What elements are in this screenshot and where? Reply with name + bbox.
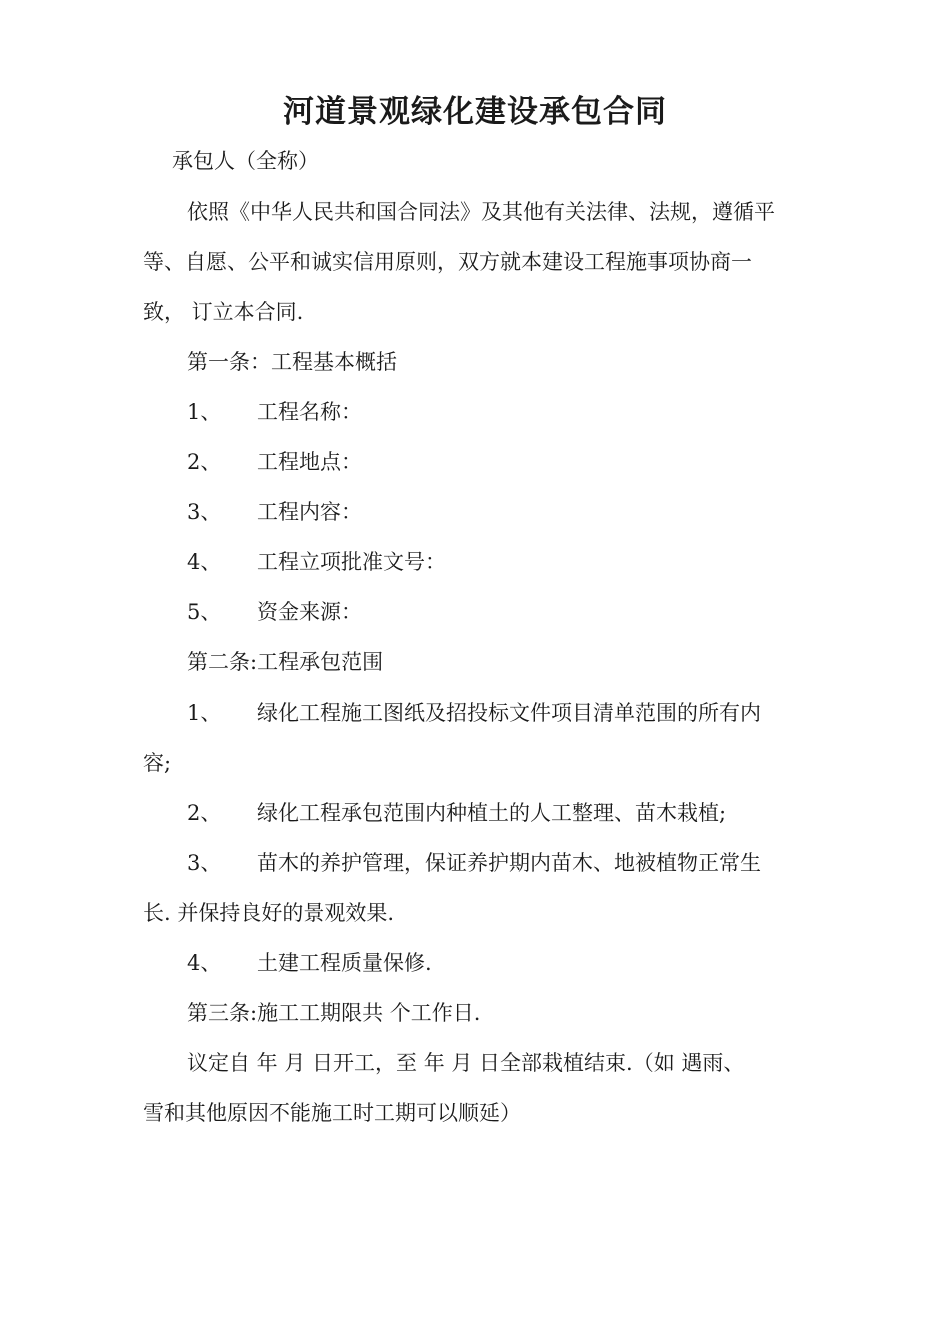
- item-number: 4、: [187, 951, 222, 975]
- article-2-item: [187, 848, 761, 878]
- article-2-item: [187, 798, 726, 828]
- item-text: 工程地点：: [257, 450, 362, 474]
- preamble-line-2: 等、自愿、公平和诚实信用原则，双方就本建设工程施事项协商一: [143, 250, 752, 274]
- item-number: 3、: [187, 851, 222, 875]
- article-1-item: [187, 547, 446, 577]
- item-text: 绿化工程承包范围内种植土的人工整理、苗木栽植;: [257, 801, 727, 825]
- item-number: 5、: [187, 600, 222, 624]
- item-text: 土建工程质量保修.: [257, 951, 432, 975]
- article-1-item: [187, 597, 362, 627]
- article-3-line-1: 议定自 年 月 日开工，至 年 月 日全部栽植结束.（如 遇雨、: [187, 1051, 745, 1075]
- item-text: 资金来源：: [257, 600, 362, 624]
- item-number: 1、: [187, 400, 222, 424]
- article-3-heading: 第三条:施工工期限共 个工作日.: [187, 1001, 481, 1025]
- item-text: 工程名称：: [257, 400, 362, 424]
- article-2-item: [187, 948, 432, 978]
- article-3-line-2: 雪和其他原因不能施工时工期可以顺延）: [143, 1101, 521, 1125]
- document-title: 河道景观绿化建设承包合同: [283, 94, 667, 130]
- item-number: 3、: [187, 500, 222, 524]
- item-text: 苗木的养护管理，保证养护期内苗木、地被植物正常生: [257, 851, 761, 875]
- article-1-item: [187, 447, 362, 477]
- article-1-item: [187, 497, 362, 527]
- article-1-item: [187, 397, 362, 427]
- item-number: 2、: [187, 801, 222, 825]
- article-2-heading: 第二条:工程承包范围: [187, 650, 384, 674]
- item-number: 1、: [187, 701, 222, 725]
- item-number: 4、: [187, 550, 222, 574]
- item-text: 工程内容：: [257, 500, 362, 524]
- party-label: 承包人（全称）: [172, 149, 319, 173]
- article-2-item-continuation: 容;: [143, 751, 172, 775]
- item-number: 2、: [187, 450, 222, 474]
- article-2-item-continuation: 长. 并保持良好的景观效果.: [143, 901, 395, 925]
- preamble-line-3: 致， 订立本合同.: [143, 300, 304, 324]
- article-1-heading: 第一条：工程基本概括: [187, 350, 397, 374]
- preamble-line-1: 依照《中华人民共和国合同法》及其他有关法律、法规，遵循平: [187, 200, 775, 224]
- item-text: 绿化工程施工图纸及招投标文件项目清单范围的所有内: [257, 701, 761, 725]
- item-text: 工程立项批准文号：: [257, 550, 446, 574]
- article-2-item: [187, 698, 761, 728]
